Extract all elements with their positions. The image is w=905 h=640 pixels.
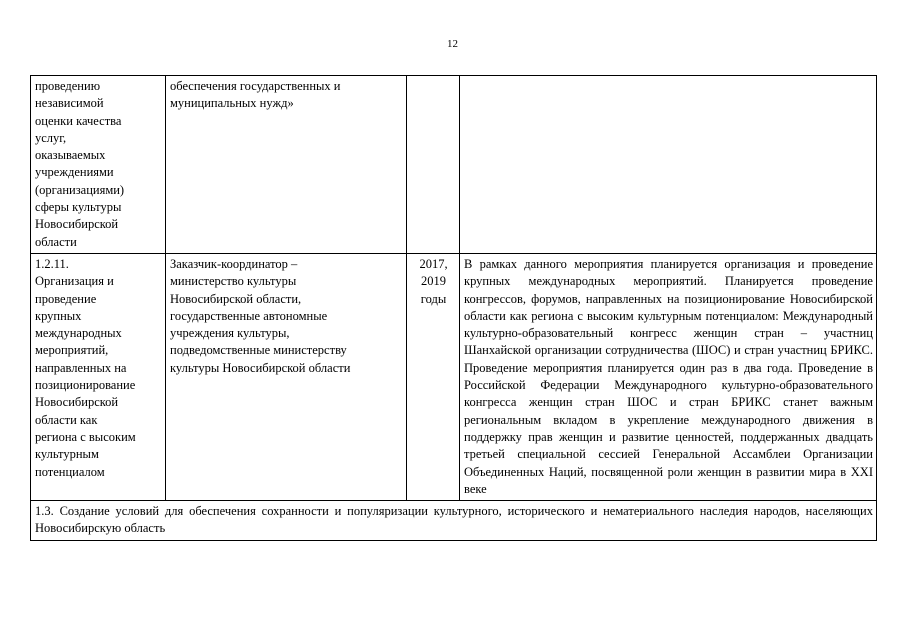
page-number: 12 <box>447 38 458 50</box>
executor-cell: обеспечения государственных и муниципальных нужд» <box>166 76 407 254</box>
table-row <box>31 253 877 500</box>
measures-table <box>30 75 877 541</box>
period-cell: 2017, 2019 годы <box>407 253 460 500</box>
period-cell <box>407 76 460 254</box>
table-row <box>31 76 877 254</box>
measure-name-cell: проведению независимой оценки качества услуг, оказываемых учреждениями (организациями) сферы культуры Новосибирской области <box>31 76 166 254</box>
executor-cell: Заказчик-координатор – министерство культуры Новосибирской области, государственные автономные учреждения культуры, подведомственные министерству культуры Новосибирской области <box>166 253 407 500</box>
section-heading-row <box>31 501 877 541</box>
description-cell: В рамках данного мероприятия планируется организация и проведение крупных международных мероприятий. Планируется проведение конгрессов, форумов, направленных на позиционирование Новосибирской области как региона с высоким культурным потенциалом: Международный культурно-образовательный конгресс женщин стран – участниц Шанхайской организации сотрудничества (ШОС) и стран участниц БРИКС. Проведение мероприятия планируется один раз в два года. Проведение в Российской Федерации Международного культурно-образовательного конгресса женщин стран ШОС и стран БРИКС станет важным региональным вкладом в укрепление международного движения в поддержку прав женщин и развитие ценностей, поддержанных двадцать третьей специальной сессией Генеральной Ассамблеи Организации Объединенных Наций, посвященной роли женщин в развитии мира в XXI веке <box>460 253 877 500</box>
measure-name-cell: 1.2.11. Организация и проведение крупных международных мероприятий, направленных на позиционирование Новосибирской области как региона с высоким культурным потенциалом <box>31 253 166 500</box>
section-heading: 1.3. Создание условий для обеспечения сохранности и популяризации культурного, исторического и нематериального наследия народов, населяющих Новосибирскую область <box>31 501 877 541</box>
description-cell <box>460 76 877 254</box>
